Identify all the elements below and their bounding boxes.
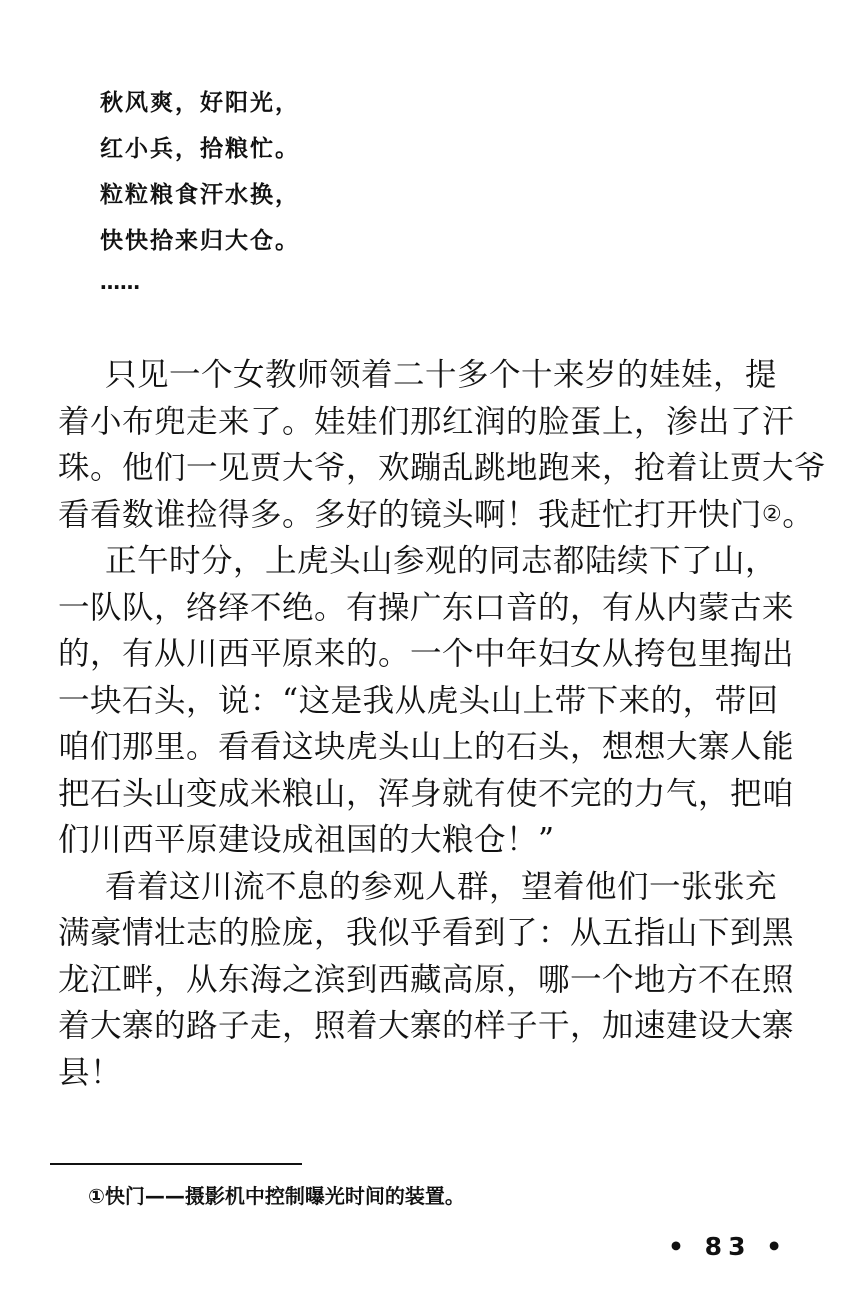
text-line: 的，有从川西平原来的。一个中年妇女从挎包里掏出 [58, 636, 795, 672]
text-line: 一队队，络绎不绝。有操广东口音的，有从内蒙古来 [58, 589, 795, 626]
text-line: 着大寨的路子走，照着大寨的样子干，加速建设大寨 [58, 1008, 795, 1044]
poem-line: 粒粒粮食汗水换， [100, 182, 300, 208]
text-line: 看着这川流不息的参观人群，望着他们一张张充 [105, 868, 778, 905]
page-number: • 83 • [668, 1232, 789, 1261]
footnote-reference: ② [762, 501, 783, 527]
poem [100, 80, 300, 300]
text-line: 县！ [58, 1054, 123, 1091]
paragraph-2 [58, 538, 793, 864]
footnote-divider [50, 1163, 302, 1165]
text-line: 咱们那里。看看这块虎头山上的石头，想想大寨人能 [58, 729, 795, 765]
text-line: 龙江畔，从东海之滨到西藏高原，哪一个地方不在照 [58, 961, 795, 998]
text-line: 把石头山变成米粮山，浑身就有使不完的力气，把咱 [58, 775, 795, 812]
poem-line: 红小兵，拾粮忙。 [100, 136, 300, 162]
poem-line: 快快拾来归大仓。 [100, 228, 300, 254]
text-line: 满豪情壮志的脸庞，我似乎看到了：从五指山下到黑 [58, 915, 795, 951]
text-line: 一块石头，说：“这是我从虎头山上带下来的，带回 [58, 682, 779, 719]
text-line-with-footnote [58, 492, 815, 539]
footnote: ①快门——摄影机中控制曝光时间的装置。 [88, 1184, 465, 1208]
paragraph-1 [58, 352, 827, 538]
text-line: 着小布兜走来了。娃娃们那红润的脸蛋上，渗出了汗 [58, 403, 795, 440]
text-line: 只见一个女教师领着二十多个十来岁的娃娃，提 [105, 357, 778, 393]
poem-line: 秋风爽，好阳光， [100, 90, 300, 116]
text-line-segment: 。 [782, 496, 815, 533]
poem-ellipsis: …… [100, 270, 140, 294]
text-line: 们川西平原建设成祖国的大粮仓！” [58, 822, 555, 858]
text-line: 珠。他们一见贾大爷，欢蹦乱跳地跑来，抢着让贾大爷 [58, 450, 827, 486]
text-line: 正午时分，上虎头山参观的同志都陆续下了山， [105, 543, 778, 579]
paragraph-3 [58, 864, 793, 1097]
text-line-segment: 看看数谁捡得多。多好的镜头啊！我赶忙打开快门 [58, 496, 763, 533]
body-text [58, 352, 827, 1096]
